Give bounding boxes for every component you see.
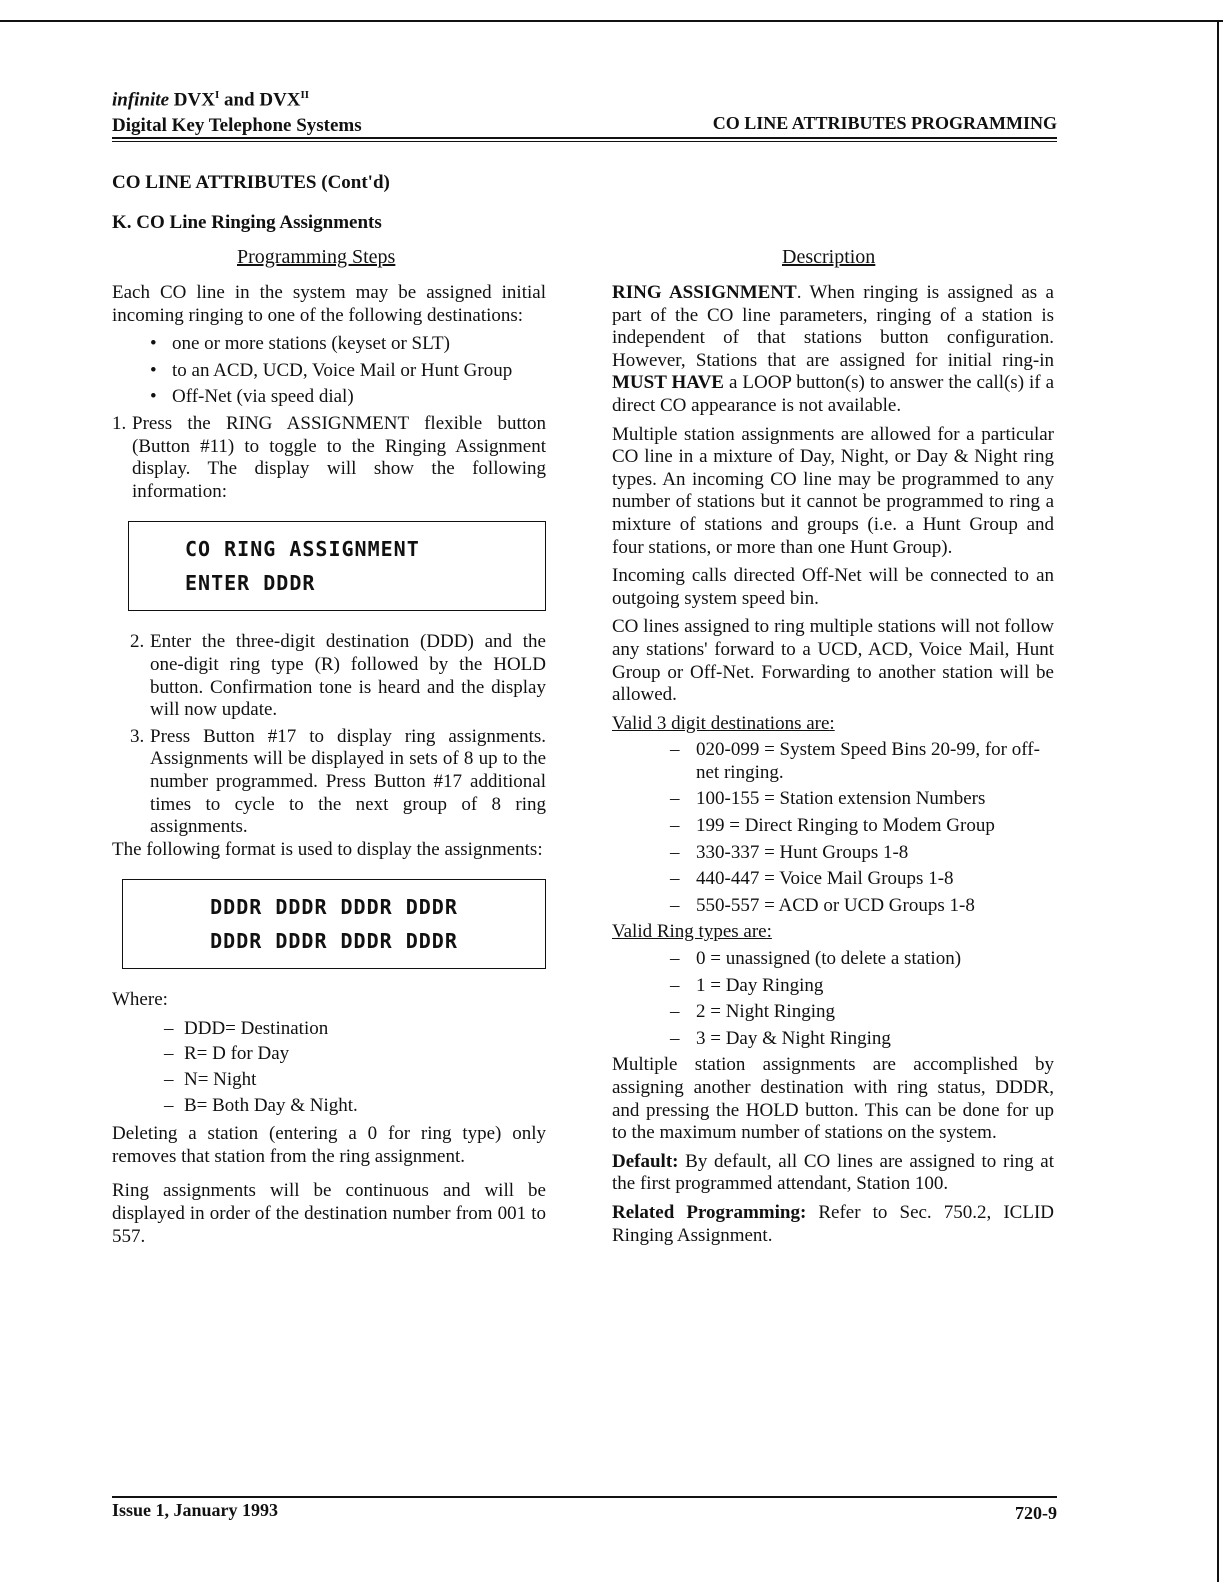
- bullet-item: • one or more stations (keyset or SLT): [150, 333, 450, 355]
- where-item: – R= D for Day: [164, 1043, 290, 1065]
- step-1: 1. Press the RING ASSIGNMENT flexible button (Button #11) to toggle to the Ringing Assignment display. The display will show the following information:: [112, 412, 546, 502]
- intro-paragraph: Each CO line in the system may be assigned initial incoming ringing to one of the following destinations:: [112, 282, 546, 326]
- ring-type-item: – 1 = Day Ringing: [670, 974, 824, 996]
- lcd-line: DDDR DDDR DDDR DDDR: [210, 929, 458, 954]
- destination-item: – 020-099 = System Speed Bins 20-99, for off-net ringing.: [670, 739, 1040, 783]
- continuous-paragraph: Ring assignments will be continuous and will be displayed in order of the destination number from 001 to 557.: [112, 1180, 546, 1247]
- lcd-line: ENTER DDDR: [185, 571, 316, 596]
- bullet-dot: •: [150, 359, 157, 381]
- lcd-display-format: [122, 879, 546, 969]
- lcd-line: CO RING ASSIGNMENT: [185, 537, 420, 562]
- where-item: – N= Night: [164, 1069, 257, 1091]
- destination-item: – 100-155 = Station extension Numbers: [670, 788, 986, 810]
- footer-issue: Issue 1, January 1993: [112, 1500, 279, 1520]
- ring-assignment-term: RING ASSIGNMENT: [612, 282, 797, 303]
- ring-type-item: – 3 = Day & Night Ringing: [670, 1027, 891, 1049]
- where-item: – DDD= Destination: [164, 1017, 329, 1039]
- destination-item: – 440-447 = Voice Mail Groups 1-8: [670, 868, 954, 890]
- valid-ring-types-label: Valid Ring types are:: [612, 921, 772, 943]
- page-border-right: [1217, 20, 1219, 1582]
- sup-two: II: [300, 89, 310, 101]
- header-rule-thin: [112, 141, 1057, 142]
- sup-one: I: [214, 89, 220, 101]
- destination-item: – 330-337 = Hunt Groups 1-8: [670, 841, 909, 863]
- page-border-top: [0, 20, 1223, 22]
- format-paragraph: The following format is used to display the assignments:: [112, 838, 543, 860]
- right-column: [612, 282, 1054, 1253]
- ring-type-item: – 2 = Night Ringing: [670, 1001, 835, 1023]
- destination-item: – 550-557 = ACD or UCD Groups 1-8: [670, 894, 975, 916]
- destinations-list: [612, 739, 1054, 917]
- default-paragraph: Default: By default, all CO lines are assigned to ring at the first programmed attendant, Station 100.: [612, 1150, 1054, 1195]
- header-section-name: CO LINE ATTRIBUTES PROGRAMMING: [712, 113, 1057, 133]
- valid-destinations-label: Valid 3 digit destinations are:: [612, 712, 835, 734]
- multiple-assignments-paragraph: Multiple station assignments are allowed for a particular CO line in a mixture of Day, Night, or Day & Night ring types. An incoming CO line may be programmed to any number of stations but it cannot be programmed to ring a mixture of stations and groups (i.e. a Hunt Group and four stations, or more than one Hunt Group).: [612, 423, 1054, 558]
- step-2: 2. Enter the three-digit destination (DDD) and the one-digit ring type (R) followed by the HOLD button. Confirmation tone is heard and the display will now update.: [130, 631, 546, 721]
- steps-list-b: [112, 631, 546, 838]
- right-column-heading: Description: [782, 246, 876, 268]
- product-and: and DVX: [223, 89, 301, 111]
- lcd-line: DDDR DDDR DDDR DDDR: [210, 895, 458, 920]
- product-line: [112, 82, 362, 113]
- ring-types-list: [612, 948, 1054, 1050]
- document-header: [112, 82, 362, 139]
- footer-page-number: 720-9: [1015, 1503, 1057, 1523]
- bullet-item: • to an ACD, UCD, Voice Mail or Hunt Group: [150, 359, 513, 381]
- where-item: – B= Both Day & Night.: [164, 1094, 358, 1116]
- product-prefix: DVX: [173, 89, 215, 111]
- where-list: [112, 1018, 546, 1117]
- section-title: CO LINE ATTRIBUTES (Cont'd): [112, 172, 390, 193]
- destination-bullets: [112, 333, 546, 409]
- bullet-item: • Off-Net (via speed dial): [150, 386, 354, 408]
- related-programming-paragraph: Related Programming: Refer to Sec. 750.2, ICLID Ringing Assignment.: [612, 1201, 1054, 1246]
- multiple-accomplished-paragraph: Multiple station assignments are accomplished by assigning another destination with ring status, DDDR, and pressing the HOLD button. This can be done for up to the maximum number of stations on the system.: [612, 1054, 1054, 1144]
- ring-assignment-paragraph: RING ASSIGNMENT. When ringing is assigned as a part of the CO line parameters, ringing of a station is independent of that stations button configuration. However, Stations that are assigned for initial ring-in MUST HAVE a LOOP button(s) to answer the call(s) if a direct CO appearance is not available.: [612, 282, 1055, 416]
- steps-list-a: [112, 413, 546, 503]
- left-column: [112, 282, 546, 1254]
- ring-type-item: – 0 = unassigned (to delete a station): [670, 948, 962, 970]
- delete-paragraph: Deleting a station (entering a 0 for ring type) only removes that station from the ring assignment.: [112, 1123, 546, 1167]
- destination-item: – 199 = Direct Ringing to Modem Group: [670, 815, 995, 837]
- footer-rule: [112, 1496, 1057, 1498]
- step-3: 3. Press Button #17 to display ring assignments. Assignments will be displayed in sets of 8 up to the number programmed. Press Button #17 additional times to cycle to the next group of 8 ring assignments.: [130, 725, 546, 838]
- left-column-heading: Programming Steps: [237, 246, 396, 268]
- bullet-dot: •: [150, 333, 157, 355]
- header-subtitle: Digital Key Telephone Systems: [112, 115, 362, 137]
- offnet-paragraph: Incoming calls directed Off-Net will be connected to an outgoing system speed bin.: [612, 565, 1054, 609]
- lcd-display-ring-assignment: [128, 521, 546, 611]
- related-label: Related Programming:: [612, 1201, 807, 1223]
- default-label: Default:: [612, 1150, 679, 1172]
- subsection-title: K. CO Line Ringing Assignments: [112, 212, 382, 233]
- forward-paragraph: CO lines assigned to ring multiple stations will not follow any stations' forward to a UCD, ACD, Voice Mail, Hunt Group or Off-Net. Forwarding to another station will be allowed.: [612, 616, 1054, 706]
- where-label: Where:: [112, 989, 168, 1011]
- bullet-dot: •: [150, 386, 157, 408]
- header-rule: [112, 137, 1057, 139]
- must-have-term: MUST HAVE: [612, 372, 724, 394]
- brand-name: infinite: [112, 89, 170, 111]
